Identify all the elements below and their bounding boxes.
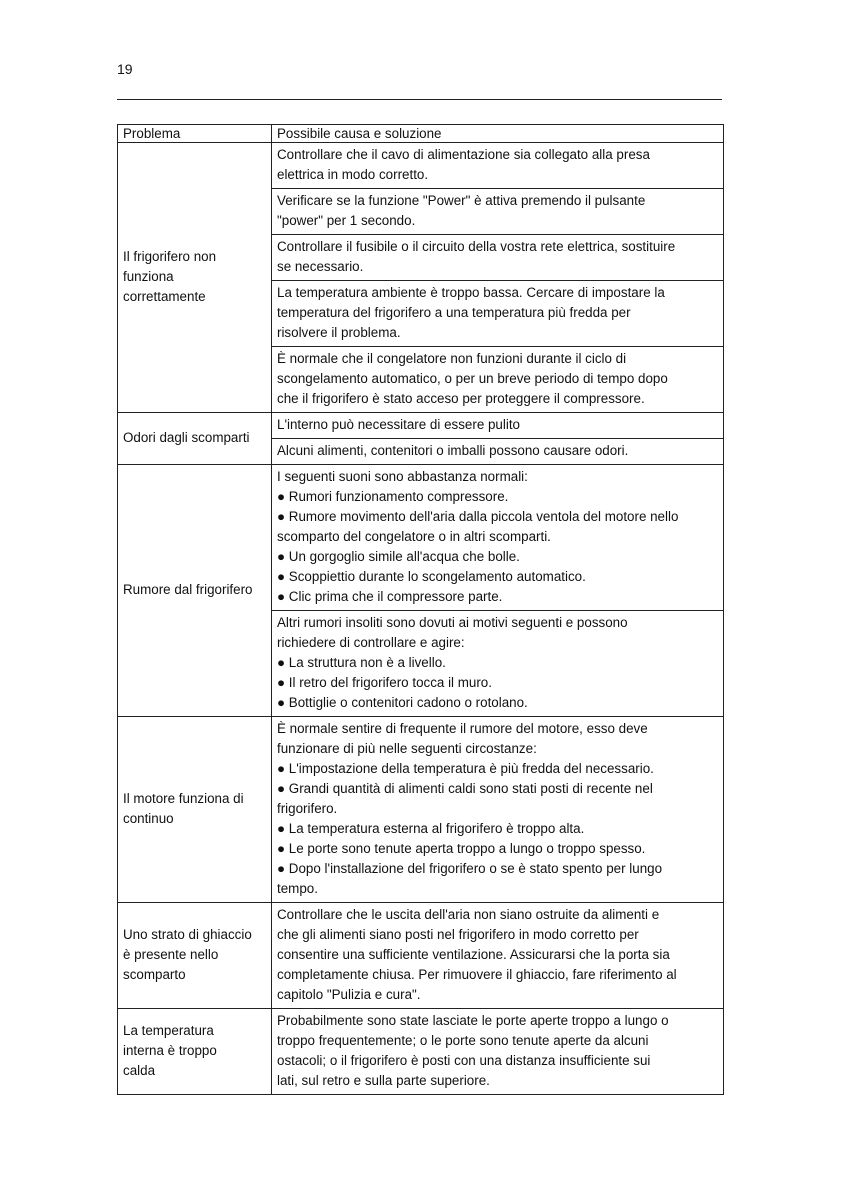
troubleshooting-table bbox=[117, 124, 724, 1095]
solution-line: È normale sentire di frequente il rumore del motore, esso deve bbox=[277, 721, 648, 736]
solution-line: capitolo "Pulizia e cura". bbox=[277, 987, 421, 1002]
solution-line: lati, sul retro e sulla parte superiore. bbox=[277, 1073, 490, 1088]
solution-cell bbox=[272, 611, 724, 717]
solution-line: Alcuni alimenti, contenitori o imballi possono causare odori. bbox=[277, 443, 629, 458]
problem-cell bbox=[118, 717, 272, 903]
problem-line: scomparto bbox=[123, 967, 186, 982]
problem-cell bbox=[118, 903, 272, 1009]
solution-line: La temperatura ambiente è troppo bassa. Cercare di impostare la bbox=[277, 285, 665, 300]
solution-line: Verificare se la funzione "Power" è attiva premendo il pulsante bbox=[277, 193, 646, 208]
problem-cell bbox=[118, 413, 272, 465]
problem-line: Il frigorifero non bbox=[123, 249, 217, 264]
problem-line: interna è troppo bbox=[123, 1043, 217, 1058]
table-row bbox=[118, 717, 724, 903]
solution-line: che il frigorifero è stato acceso per proteggere il compressore. bbox=[277, 391, 645, 406]
solution-line: Controllare che il cavo di alimentazione sia collegato alla presa bbox=[277, 147, 650, 162]
solution-cell bbox=[272, 465, 724, 611]
solution-cell bbox=[272, 1009, 724, 1095]
solution-line: Altri rumori insoliti sono dovuti ai motivi seguenti e possono bbox=[277, 615, 628, 630]
solution-line: scomparto del congelatore o in altri scomparti. bbox=[277, 529, 551, 544]
solution-cell bbox=[272, 439, 724, 465]
solution-line: I seguenti suoni sono abbastanza normali: bbox=[277, 469, 528, 484]
solution-line: Probabilmente sono state lasciate le porte aperte troppo a lungo o bbox=[277, 1013, 669, 1028]
solution-line: tempo. bbox=[277, 881, 318, 896]
solution-line: ● Scoppiettio durante lo scongelamento automatico. bbox=[277, 569, 586, 584]
solution-cell bbox=[272, 903, 724, 1009]
solution-cell bbox=[272, 189, 724, 235]
solution-cell bbox=[272, 281, 724, 347]
solution-line: se necessario. bbox=[277, 259, 364, 274]
page-number: 19 bbox=[117, 61, 133, 77]
problem-line: funziona bbox=[123, 269, 174, 284]
solution-line: ● Clic prima che il compressore parte. bbox=[277, 589, 503, 604]
solution-line: ● Il retro del frigorifero tocca il muro. bbox=[277, 675, 492, 690]
solution-cell bbox=[272, 143, 724, 189]
table-header-row bbox=[118, 125, 724, 143]
problem-line: Il motore funziona di bbox=[123, 791, 244, 806]
solution-line: risolvere il problema. bbox=[277, 325, 401, 340]
solution-line: ● Bottiglie o contenitori cadono o rotolano. bbox=[277, 695, 528, 710]
solution-line: ● La struttura non è a livello. bbox=[277, 655, 446, 670]
solution-line: ● Grandi quantità di alimenti caldi sono stati posti di recente nel bbox=[277, 781, 653, 796]
solution-line: ● Dopo l'installazione del frigorifero o se è stato spento per lungo bbox=[277, 861, 663, 876]
problem-line: La temperatura bbox=[123, 1023, 214, 1038]
solution-line: ● L'impostazione della temperatura è più fredda del necessario. bbox=[277, 761, 654, 776]
table-row bbox=[118, 413, 724, 439]
solution-line: È normale che il congelatore non funzioni durante il ciclo di bbox=[277, 351, 627, 366]
table-row bbox=[118, 1009, 724, 1095]
solution-cell bbox=[272, 235, 724, 281]
problem-cell bbox=[118, 465, 272, 717]
solution-line: temperatura del frigorifero a una temperatura più fredda per bbox=[277, 305, 631, 320]
problem-line: continuo bbox=[123, 811, 174, 826]
problem-line: correttamente bbox=[123, 289, 206, 304]
solution-line: richiedere di controllare e agire: bbox=[277, 635, 465, 650]
solution-cell bbox=[272, 717, 724, 903]
solution-line: ostacoli; o il frigorifero è posti con una distanza insufficiente sui bbox=[277, 1053, 651, 1068]
solution-line: Controllare che le uscita dell'aria non siano ostruite da alimenti e bbox=[277, 907, 660, 922]
solution-line: ● Le porte sono tenute aperta troppo a lungo o troppo spesso. bbox=[277, 841, 646, 856]
solution-line: scongelamento automatico, o per un breve periodo di tempo dopo bbox=[277, 371, 668, 386]
solution-line: funzionare di più nelle seguenti circostanze: bbox=[277, 741, 537, 756]
solution-line: ● Rumori funzionamento compressore. bbox=[277, 489, 509, 504]
problem-line: è presente nello bbox=[123, 947, 219, 962]
header-problem: Problema bbox=[118, 125, 272, 143]
solution-line: L'interno può necessitare di essere pulito bbox=[277, 417, 520, 432]
problem-cell bbox=[118, 1009, 272, 1095]
table-row bbox=[118, 903, 724, 1009]
solution-line: Controllare il fusibile o il circuito della vostra rete elettrica, sostituire bbox=[277, 239, 676, 254]
solution-line: ● Un gorgoglio simile all'acqua che bolle. bbox=[277, 549, 520, 564]
problem-cell bbox=[118, 143, 272, 413]
solution-line: elettrica in modo corretto. bbox=[277, 167, 429, 182]
table-body bbox=[118, 143, 724, 1095]
header-solution: Possibile causa e soluzione bbox=[272, 125, 724, 143]
solution-line: completamente chiusa. Per rimuovere il ghiaccio, fare riferimento al bbox=[277, 967, 677, 982]
problem-line: calda bbox=[123, 1063, 156, 1078]
solution-line: che gli alimenti siano posti nel frigorifero in modo corretto per bbox=[277, 927, 639, 942]
table-row bbox=[118, 465, 724, 611]
table-row bbox=[118, 143, 724, 189]
solution-line: troppo frequentemente; o le porte sono tenute aperte da alcuni bbox=[277, 1033, 649, 1048]
problem-line: Uno strato di ghiaccio bbox=[123, 927, 252, 942]
header-rule bbox=[117, 99, 722, 100]
solution-line: "power" per 1 secondo. bbox=[277, 213, 416, 228]
solution-cell bbox=[272, 413, 724, 439]
solution-line: consentire una sufficiente ventilazione. Assicurarsi che la porta sia bbox=[277, 947, 670, 962]
solution-line: ● Rumore movimento dell'aria dalla piccola ventola del motore nello bbox=[277, 509, 679, 524]
solution-line: ● La temperatura esterna al frigorifero è troppo alta. bbox=[277, 821, 585, 836]
solution-cell bbox=[272, 347, 724, 413]
problem-line: Odori dagli scomparti bbox=[123, 430, 250, 445]
problem-line: Rumore dal frigorifero bbox=[123, 582, 253, 597]
solution-line: frigorifero. bbox=[277, 801, 338, 816]
